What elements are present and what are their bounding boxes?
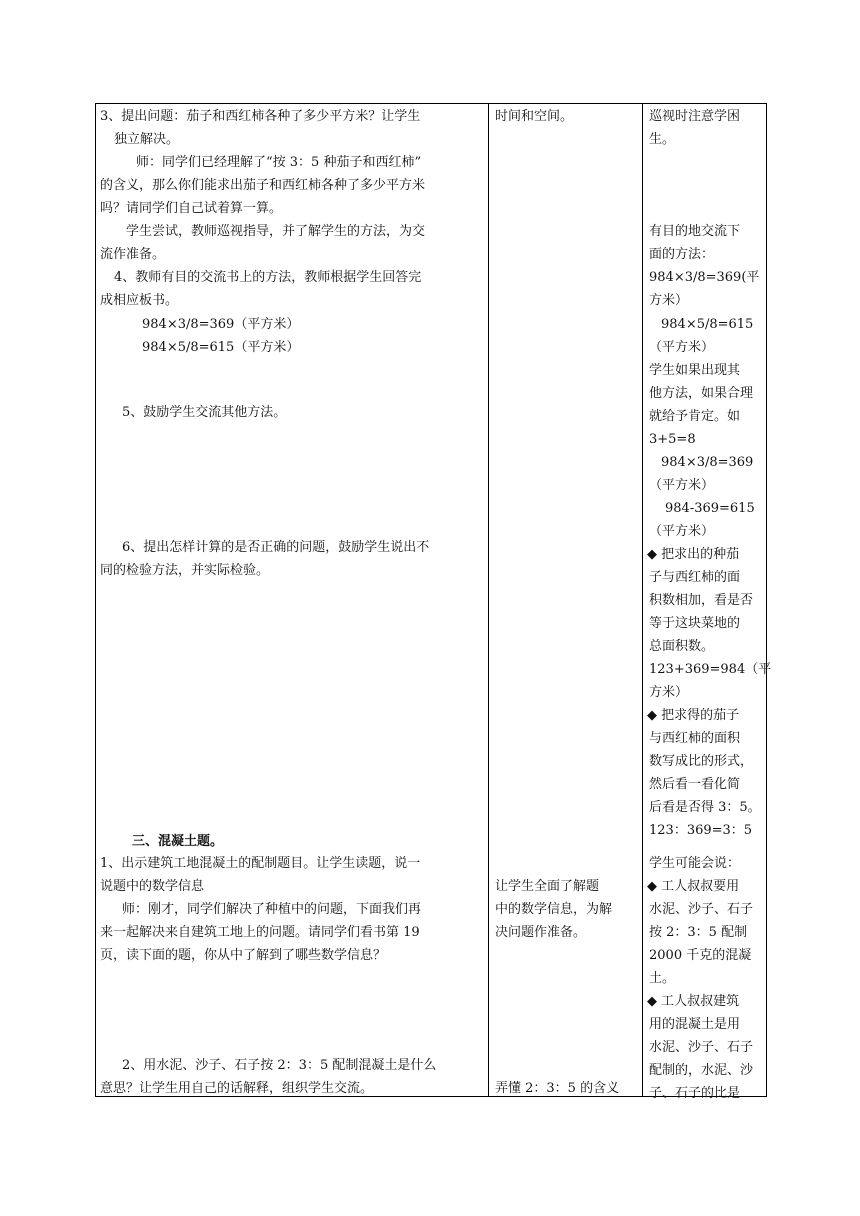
col1-text-line: 成相应板书。 [100,293,179,308]
col1-text-line: 1、出示建筑工地混凝土的配制题目。让学生读题，说一 [100,856,421,871]
col3-text-line: 方米） [649,685,689,700]
col3-text-line: 方米） [649,293,689,308]
col3-text-line: 2000 千克的混凝 [649,948,752,963]
col3-text-line: 123+369=984（平 [649,662,772,677]
col3-text-line: （平方米） [649,524,715,539]
col1-text-line: 984×5/8=615（平方米） [142,340,300,355]
col1-text-line: 的含义，那么你们能求出茄子和西红柿各种了多少平方米 [100,178,426,193]
col1-text-line: 984×3/8=369（平方米） [142,317,300,332]
col3-text-line: 学生如果出现其 [649,363,741,378]
col3-text-line: ◆ 工人叔叔建筑 [647,994,740,1009]
col2-text-line: 决问题作准备。 [495,925,587,940]
col1-text-line: 师：刚才，同学们解决了种植中的问题，下面我们再 [122,902,422,917]
col3-text-line: 与西红柿的面积 [649,731,741,746]
col3-text-line: 生。 [649,132,676,147]
col2-text-line: 弄懂 2：3：5 的含义 [495,1081,620,1096]
col3-text-line: 3+5=8 [649,432,696,447]
col1-text-line: 意思？让学生用自己的话解释，组织学生交流。 [100,1081,374,1096]
col1-text-line: 6、提出怎样计算的是否正确的问题，鼓励学生说出不 [122,540,430,555]
col3-text-line: （平方米） [649,340,715,355]
col3-text-line: 984×3/8=369(平 [649,270,760,285]
col3-text-line: 123：369=3：5 [649,823,753,838]
col3-text-line: 土。 [649,971,676,986]
col1-text-line: 2、用水泥、沙子、石子按 2：3：5 配制混凝土是什么 [122,1058,437,1073]
col3-text-line: 水泥、沙子、石子 [649,1040,754,1055]
col3-text-line: 水泥、沙子、石子 [649,902,754,917]
col3-text-line: ◆ 把求出的种茄 [647,547,740,562]
col3-text-line: 984×5/8=615 [661,317,754,332]
col1-text-line: 吗？请同学们自己试着算一算。 [100,201,283,216]
teaching-process-column [96,104,488,1096]
col3-text-line: 数写成比的形式， [649,754,754,769]
col3-text-line: 就给予肯定。如 [649,409,741,424]
col1-text-line: 5、鼓励学生交流其他方法。 [122,405,287,420]
lesson-plan-table [95,103,772,1101]
col2-text-line: 让学生全面了解题 [495,879,600,894]
col3-text-line: 984-369=615 [665,501,755,516]
col3-text-line: 用的混凝土是用 [649,1017,741,1032]
col3-text-line: 按 2：3：5 配制 [649,925,748,940]
col3-text-line: ◆ 把求得的茄子 [647,708,740,723]
col3-text-line: ◆ 工人叔叔要用 [647,879,740,894]
col3-text-line: （平方米） [649,478,715,493]
col3-text-line: 子、石子的比是 [649,1086,741,1101]
col3-text-line: 他方法，如果合理 [649,386,754,401]
col1-text-line: 4、教师有目的交流书上的方法，教师根据学生回答完 [114,270,422,285]
col2-text-line: 中的数学信息，为解 [495,902,613,917]
col3-text-line: 配制的，水泥、沙 [649,1063,754,1078]
col1-text-line: 学生尝试，教师巡视指导，并了解学生的方法，为交 [126,224,426,239]
col3-text-line: 984×3/8=369 [661,455,754,470]
col3-text-line: 总面积数。 [649,639,715,654]
col1-text-line: 师：同学们已经理解了“按 3：5 种茄子和西红柿” [136,155,422,170]
col3-text-line: 后看是否得 3：5。 [649,800,761,815]
col1-text-line: 流作准备。 [100,247,166,262]
col3-text-line: 学生可能会说： [649,856,741,871]
col2-text-line: 时间和空间。 [495,109,574,124]
col3-text-line: 然后看一看化简 [649,777,741,792]
col3-text-line: 等于这块菜地的 [649,616,741,631]
design-intent-column [489,104,642,1096]
col3-text-line: 积数相加，看是否 [649,593,754,608]
col1-text-line: 独立解决。 [114,132,180,147]
col1-text-line: 同的检验方法，并实际检验。 [100,563,270,578]
col1-text-line: 来一起解决来自建筑工地上的问题。请同学们看书第 19 [100,925,420,940]
col3-text-line: 子与西红柿的面 [649,570,741,585]
col1-text-line: 页，读下面的题，你从中了解到了哪些数学信息？ [100,948,387,963]
col1-text-line: 三、混凝土题。 [132,834,224,849]
col3-text-line: 有目的地交流下 [649,224,741,239]
notes-column [643,104,772,1101]
col3-text-line: 面的方法： [649,247,715,262]
col1-text-line: 3、提出问题：茄子和西红柿各种了多少平方米？让学生 [100,109,421,124]
col1-text-line: 说题中的数学信息 [100,879,205,894]
col3-text-line: 巡视时注意学困 [649,109,741,124]
